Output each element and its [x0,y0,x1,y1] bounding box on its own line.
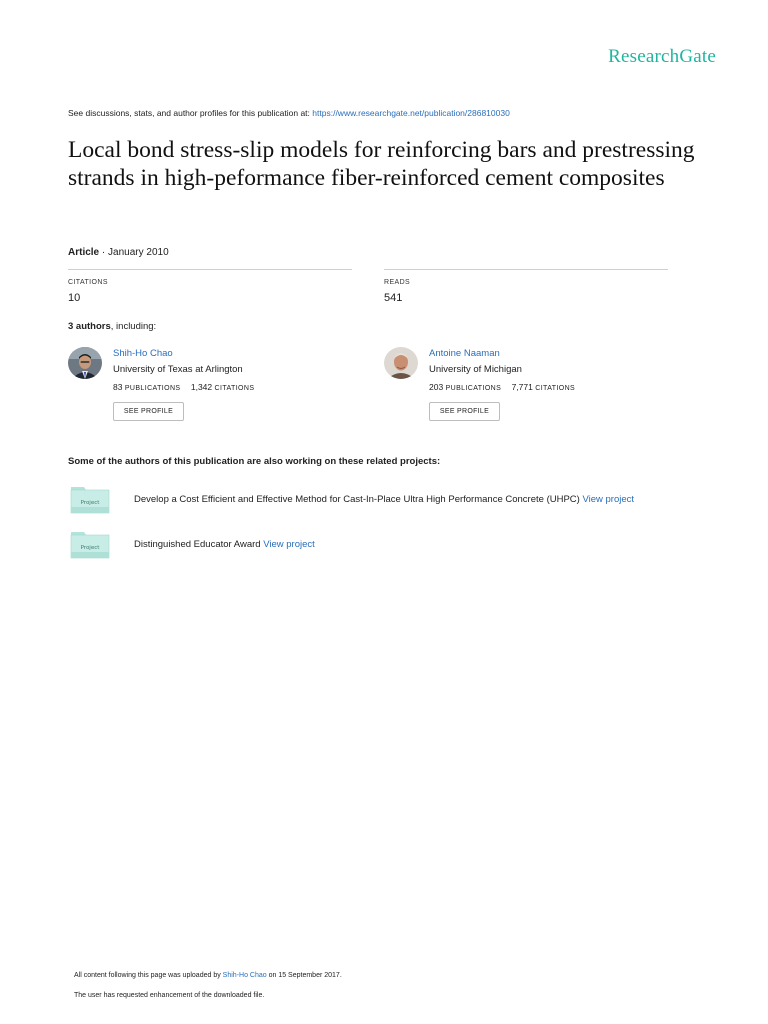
author-photo-icon [384,347,418,379]
project-folder-icon [70,486,110,514]
upload-note [74,972,342,979]
publications-label: PUBLICATIONS [124,385,181,392]
citations-stat [68,269,352,304]
project-title: Develop a Cost Efficient and Effective Method for Cast-In-Place Ultra High Performance Concrete (UHPC) [134,494,580,505]
publication-url-link[interactable]: https://www.researchgate.net/publication/286810030 [312,108,510,118]
author-card [68,347,348,427]
separator: · [101,247,106,258]
avatar[interactable] [384,347,418,379]
author-name-link[interactable]: Antoine Naaman [429,348,500,359]
author-citations-count: 7,771 [511,382,533,392]
project-title: Distinguished Educator Award [134,539,261,550]
project-text [134,494,634,505]
discussion-line [68,108,510,118]
author-citations-label: CITATIONS [214,385,255,392]
publications-count: 203 [429,382,444,392]
author-institution: University of Texas at Arlington [113,364,243,375]
upload-note-suffix: on 15 September 2017. [268,972,342,979]
project-text [134,539,315,550]
project-item [70,531,710,561]
project-item [70,486,710,516]
avatar[interactable] [68,347,102,379]
reads-stat [384,269,668,304]
author-card [384,347,664,427]
project-badge: Project [80,500,100,506]
publications-count: 83 [113,382,123,392]
author-institution: University of Michigan [429,364,522,375]
related-projects-heading: Some of the authors of this publication are also working on these related projects: [68,456,441,467]
authors-heading [68,321,156,332]
view-project-link[interactable]: View project [582,494,635,505]
reads-value: 541 [384,292,403,304]
author-name-link[interactable]: Shih-Ho Chao [113,348,173,359]
upload-note-prefix: All content following this page was uploaded by [74,972,221,979]
uploader-link[interactable]: Shih-Ho Chao [222,972,267,979]
view-project-link[interactable]: View project [263,539,315,550]
reads-label: READS [384,279,411,286]
see-profile-button[interactable]: SEE PROFILE [113,402,184,421]
authors-including: , including: [110,321,157,332]
author-photo-icon [68,347,102,379]
project-folder-icon [70,531,110,559]
discussion-text: See discussions, stats, and author profiles for this publication at: [68,108,310,118]
see-profile-button[interactable]: SEE PROFILE [429,402,500,421]
author-counts [113,382,254,392]
publication-title: Local bond stress-slip models for reinforcing bars and prestressing strands in high-peformance fiber-reinforced cement composites [68,137,695,191]
authors-count: 3 authors [68,321,111,332]
publications-label: PUBLICATIONS [445,385,502,392]
citations-label: CITATIONS [68,279,108,286]
enhancement-note: The user has requested enhancement of the downloaded file. [74,992,265,999]
article-type: Article [68,247,100,258]
project-badge: Project [80,545,100,551]
citations-value: 10 [68,292,81,304]
article-type-date [68,247,169,258]
article-date: January 2010 [108,247,169,258]
researchgate-logo[interactable]: ResearchGate [608,46,716,67]
author-citations-label: CITATIONS [535,385,576,392]
author-citations-count: 1,342 [190,382,213,392]
author-counts [429,382,575,392]
